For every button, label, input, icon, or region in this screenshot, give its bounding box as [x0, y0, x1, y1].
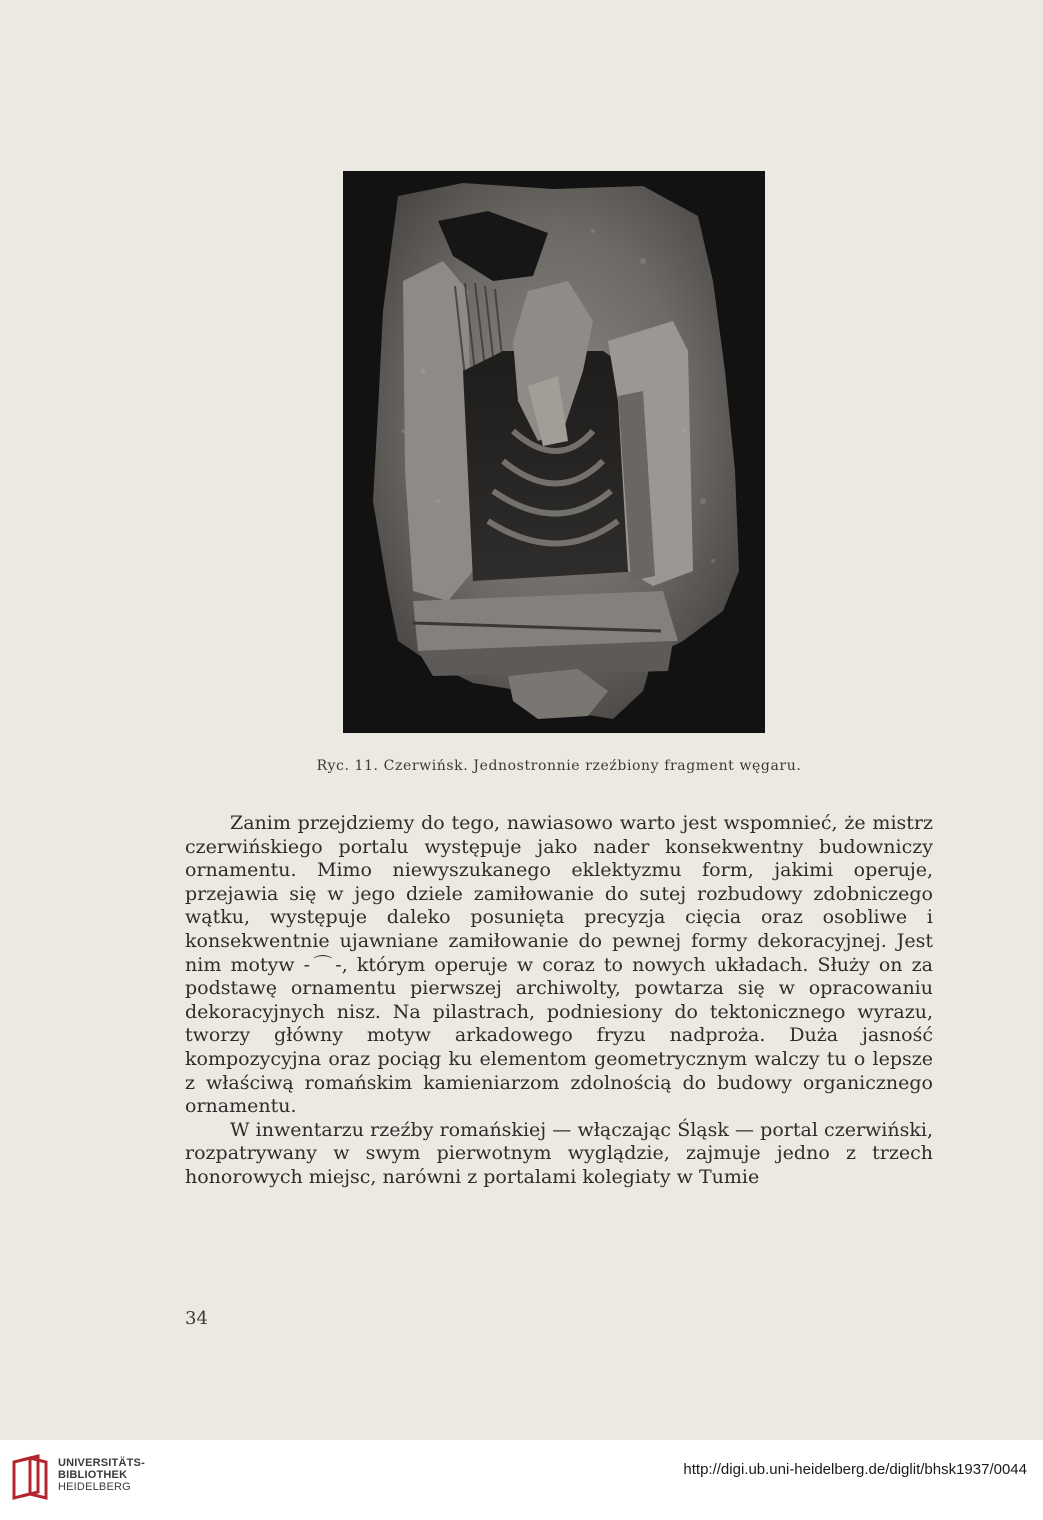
footer-bar [0, 1440, 1043, 1520]
page-number: 34 [185, 1308, 208, 1329]
library-name-line2: BIBLIOTHEK [58, 1469, 128, 1481]
figure-caption: Ryc. 11. Czerwińsk. Jednostronnie rzeźbiony fragment węgaru. [316, 758, 802, 774]
document-url-link[interactable]: http://digi.ub.uni-heidelberg.de/diglit/bhsk1937/0044 [683, 1461, 1027, 1478]
sculpture-photograph [343, 171, 765, 733]
university-library-logo-icon [8, 1454, 54, 1502]
stone-fragment-image [343, 171, 765, 733]
library-name-line3: HEIDELBERG [58, 1481, 131, 1493]
paragraph-1: Zanim przejdziemy do tego, nawiasowo warto jest wspomnieć, że mistrz czerwińskiego portalu występuje jako nader konsekwentny budowniczy ornamentu. Mimo niewyszukanego eklektyzmu form, jakimi operuje, przejawia się w jego dziele zamiłowanie do sutej rozbudowy zdobniczego wątku, występuje daleko posunięta precyzja cięcia oraz osobliwe i konsekwentnie ujawniane zamiłowanie do pewnej formy dekoracyjnej. Jest nim motyw -⌒-, którym operuje w coraz to nowych układach. Służy on za podstawę ornamentu pierwszej archiwolty, powtarza się w opracowaniu dekoracyjnych nisz. Na pilastrach, podniesiony do tektonicznego wyrazu, tworzy główny motyw arkadowego fryzu nadproża. Duża jasność kompozycyjna oraz pociąg ku elementom geometrycznym walczy tu o lepsze z właściwą romańskim kamieniarzom zdolnością do budowy organicznego ornamentu. [185, 812, 933, 1118]
body-text [185, 812, 933, 1190]
library-name-line1: UNIVERSITÄTS- [58, 1457, 145, 1469]
paragraph-2: W inwentarzu rzeźby romańskiej — włączając Śląsk — portal czerwiński, rozpatrywany w swym pierwotnym wyglądzie, zajmuje jedno z trzech honorowych miejsc, narówni z portalami kolegiaty w Tumie [185, 1118, 933, 1188]
library-name [58, 1457, 145, 1493]
